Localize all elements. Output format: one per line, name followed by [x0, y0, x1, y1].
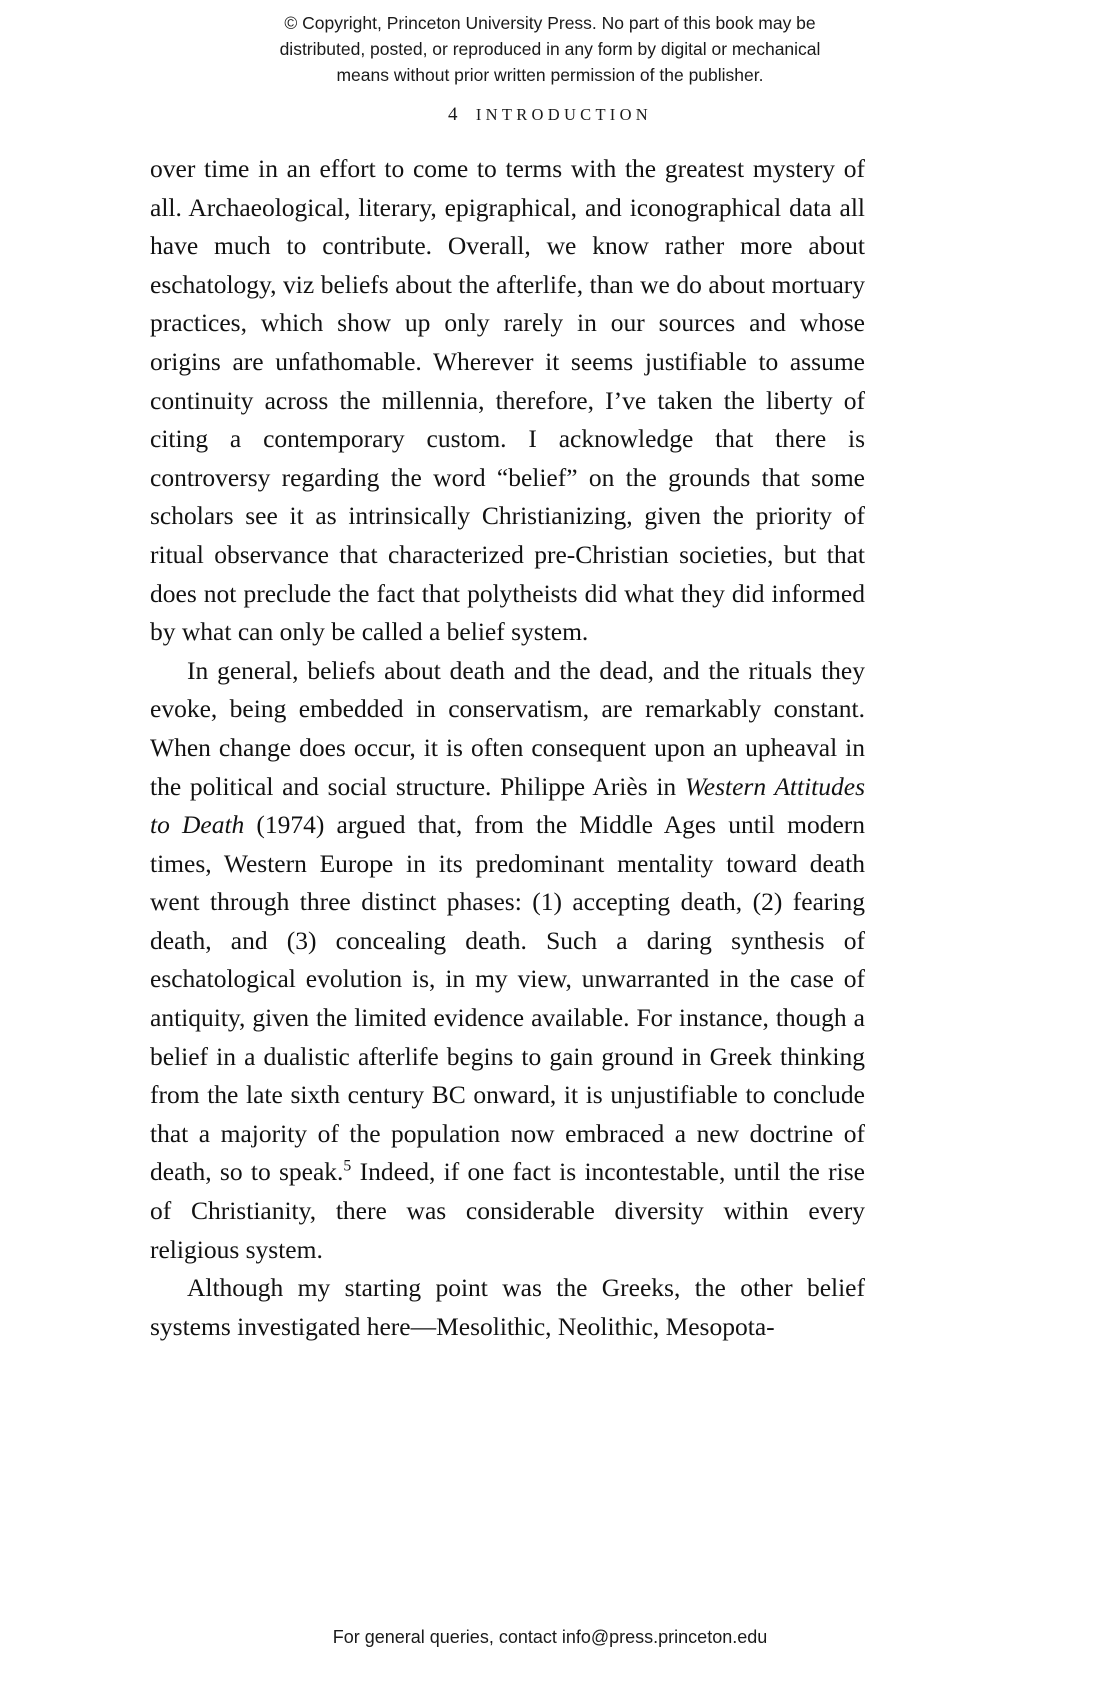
running-head-title: INTRODUCTION [475, 105, 653, 124]
paragraph-2-text-a: In general, beliefs about death and the dead, and the rituals they evoke, being embedded in conservatism, are remarkably constant. When change does occur, it is often consequent upon an upheaval in the political and social structure. Philippe Ariès in [150, 655, 865, 801]
copyright-line-2: distributed, posted, or reproduced in any form by digital or mechanical [279, 39, 821, 59]
copyright-line-3: means without prior written permission of the publisher. [336, 65, 764, 85]
paragraph-2 [150, 652, 865, 1270]
paragraph-3: Although my starting point was the Greeks, the other belief systems investigated here—Mesolithic, Neolithic, Mesopota- [150, 1273, 865, 1341]
copyright-notice [0, 10, 1100, 88]
copyright-line-1: © Copyright, Princeton University Press. No part of this book may be [284, 13, 816, 33]
book-title-italic: Western Attitudes to Death [150, 771, 865, 840]
paragraph-2-text-b: (1974) argued that, from the Middle Ages until modern times, Western Europe in its predominant mentality toward death went through three distinct phases: (1) accepting death, (2) fearing death, and (3) concealing death. Such a daring synthesis of eschatological evolution is, in my view, unwarranted in the case of antiquity, given the limited evidence available. For instance, though a belief in a dualistic afterlife begins to gain ground in Greek thinking from the late sixth century BC onward, it is unjustifiable to conclude that a majority of the population now embraced a new doctrine of death, so to speak. [150, 810, 866, 1187]
running-head [0, 104, 1100, 126]
page-number: 4 [447, 104, 458, 125]
footer-queries: For general queries, contact info@press.princeton.edu [332, 1627, 768, 1647]
footnote-marker: 5 [343, 1157, 352, 1175]
paragraph-2-text-c: Indeed, if one fact is incontestable, until the rise of Christianity, there was considerable diversity within every religious system. [150, 1157, 865, 1264]
page-text-block [150, 150, 865, 1346]
paragraph-1: over time in an effort to come to terms with the greatest mystery of all. Archaeological, literary, epigraphical, and iconographical data all have much to contribute. Overall, we know rather more about eschatology, viz beliefs about the afterlife, than we do about mortuary practices, which show up only rarely in our sources and whose origins are unfathomable. Wherever it seems justifiable to assume continuity across the millennia, therefore, I’ve taken the liberty of citing a contemporary custom. I acknowledge that there is controversy regarding the word “belief” on the grounds that some scholars see it as intrinsically Christianizing, given the priority of ritual observance that characterized pre-Christian societies, but that does not preclude the fact that polytheists did what they did informed by what can only be called a belief system. [150, 154, 865, 647]
